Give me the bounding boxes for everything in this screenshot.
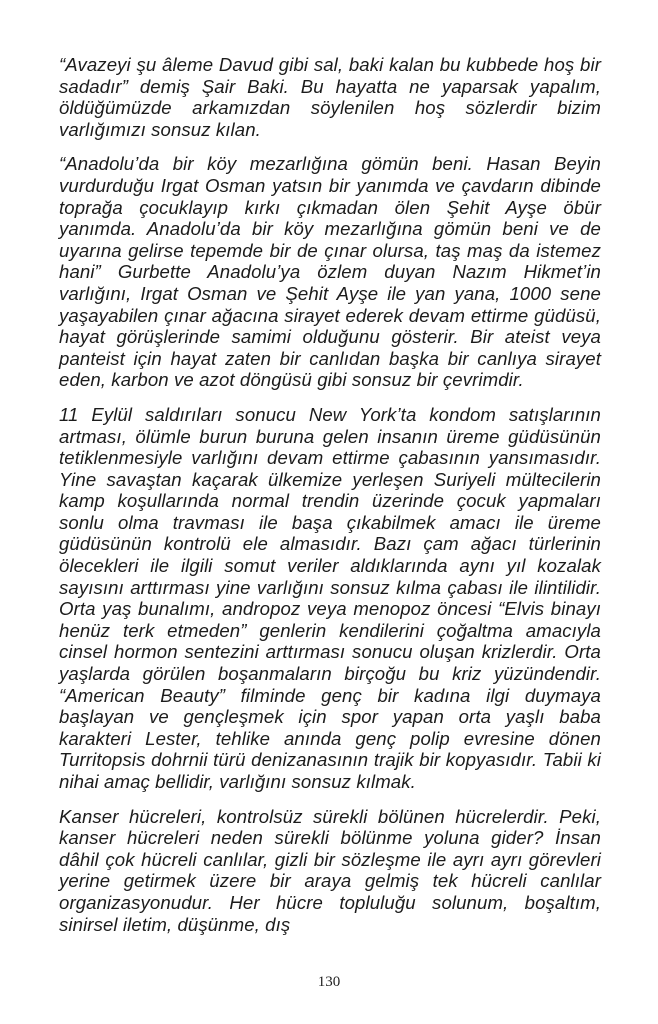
paragraph-nazim-hikmet: “Anadolu’da bir köy mezarlığına gömün beni. Hasan Beyin vurdurduğu Irgat Osman yatsın bir yanımda ve çavdarın dibinde toprağa çocuklayıp kırkı çıkmadan ölen Şehit Ayşe öbür yanımda. Anadolu’da bir köy mezarlığına gömün beni ve de uyarına gelirse tepemde bir de çınar olursa, taş maş da istemez hani” Gurbette Anadolu’ya özlem duyan Nazım Hikmet’in varlığını, Irgat Osman ve Şehit Ayşe ile yan yana, 1000 sene yaşayabilen çınar ağacına sirayet ederek devam ettirme güdüsü, hayat görüşlerinde samimi olduğunu gösterir. Bir ateist veya panteist için hayat zaten bir canlıdan başka bir canlıya sirayet eden, karbon ve azot döngüsü gibi sonsuz bir çevrimdir. bbox=[59, 153, 601, 391]
body-text bbox=[59, 54, 601, 948]
page-number: 130 bbox=[317, 974, 341, 990]
paragraph-survival-drive: 11 Eylül saldırıları sonucu New York’ta kondom satışlarının artması, ölümle burun buruna gelen insanın üreme güdüsünün tetiklenmesiyle varlığını devam ettirme çabasının yansımasıdır. Yine savaştan kaçarak ülkemize yerleşen Suriyeli mültecilerin kamp koşullarında normal trendin üzerinde çocuk yapmaları sonlu olma travması ile başa çıkabilmek amacı ile üreme güdüsünün kontrolü ele almasıdır. Bazı çam ağacı türlerinin ölecekleri ile ilgili somut veriler aldıklarında aynı yıl kozalak sayısını arttırması yine varlığını sonsuz kılma çabası ile ilintilidir. Orta yaş bunalımı, andropoz veya menopoz öncesi “Elvis binayı henüz terk etmeden” genlerin kendilerini çoğaltma amacıyla cinsel hormon sentezini arttırması sonucu oluşan krizlerdir. Orta yaşlarda görülen boşanmaların birçoğu bu kriz yüzündendir. “American Beauty” filminde genç bir kadına ilgi duymaya başlayan ve gençleşmek için spor yapan orta yaşlı baba karakteri Lester, tehlike anında genç polip evresine dönen Turritopsis dohrnii türü denizanasının trajik bir kopyasıdır. Tabii ki nihai amaç bellidir, varlığını sonsuz kılmak. bbox=[59, 403, 601, 792]
paragraph-quote-baki: “Avazeyi şu âleme Davud gibi sal, baki kalan bu kubbede hoş bir sadadır” demiş Şair Baki. Bu hayatta ne yaparsak yapalım, öldüğümüzde arkamızdan söylenilen hoş sözlerdir bizim varlığımızı sonsuz kılan. bbox=[59, 54, 601, 140]
paragraph-cancer-cells: Kanser hücreleri, kontrolsüz sürekli bölünen hücrelerdir. Peki, kanser hücreleri neden sürekli bölünme yoluna gider? İnsan dâhil çok hücreli canlılar, gizli bir sözleşme ile ayrı ayrı görevleri yerine getirmek üzere bir araya gelmiş tek hücreli canlılar organizasyonudur. Her hücre topluluğu solunum, boşaltım, sinirsel iletim, düşünme, dış bbox=[59, 805, 601, 935]
